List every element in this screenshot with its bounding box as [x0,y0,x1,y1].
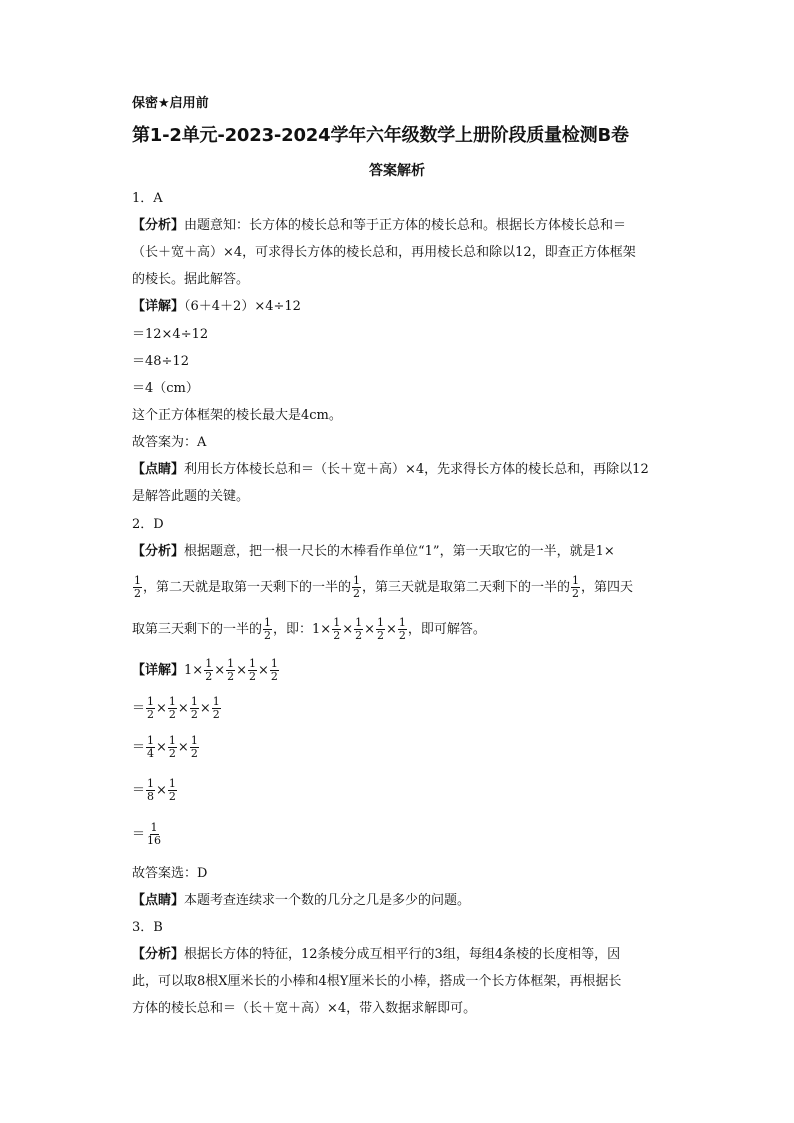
fraction-quarter: $\frac{1}{4}$ [147,734,155,760]
q2-comment-tag: 【点睛】 [132,893,185,908]
q1-detail-text-1: （6＋4＋2）×4÷12 [184,299,301,314]
q2-detail-line-1: 【详解】1× $\frac{1}{2}$ × $\frac{1}{2}$ × $\frac{1}{2}$ × $\frac{1}{2}$ [132,657,278,683]
q2-step-5: ＝ $\frac{1}{16}$ [132,821,162,847]
q1-analysis-line-3: 的棱长。据此解答。 [132,272,250,287]
q1-comment-tag: 【点睛】 [132,462,185,477]
fraction-half: $\frac{1}{2}$ [205,657,213,683]
q3-number: 3．B [132,920,163,935]
q1-comment-line-1 [132,461,649,479]
fraction-half: $\frac{1}{2}$ [168,734,176,760]
fraction-half: $\frac{1}{2}$ [190,695,198,721]
fraction-half: $\frac{1}{2}$ [168,695,176,721]
q1-analysis-tag: 【分析】 [132,218,185,233]
fraction-half: $\frac{1}{2}$ [270,657,278,683]
fraction-half: $\frac{1}{2}$ [212,695,220,721]
q1-step-2: ＝12×4÷12 [132,327,209,342]
q2-analysis-tag: 【分析】 [132,544,185,559]
q2-comment-line-1 [132,892,470,910]
q2-answer: 故答案选：D [132,866,208,881]
q1-detail-tag: 【详解】 [132,299,185,314]
q2-analysis-line-2 [132,575,633,601]
q1-comment-line-2: 是解答此题的关键。 [132,489,250,504]
fraction-half: $\frac{1}{2}$ [355,616,363,642]
q1-detail-line-1 [132,298,301,316]
q1-number: 1．A [132,191,163,206]
q1-answer: 故答案为：A [132,435,207,450]
fraction-half: $\frac{1}{2}$ [353,574,361,600]
q1-comment-text-1: 利用长方体棱长总和＝（长＋宽＋高）×4，先求得长方体的棱长总和，再除以12 [184,462,649,477]
q1-step-3: ＝48÷12 [132,354,189,369]
page-subtitle: 答案解析 [369,163,425,179]
q2-analysis-text-3a: 取第三天剩下的一半的 [132,622,263,637]
q2-analysis-text-2a: ，第二天就是取第一天剩下的一半的 [143,580,352,595]
q1-step-4: ＝4（cm） [132,381,199,396]
q2-number: 2．D [132,517,164,532]
q3-analysis-line-3: 方体的棱长总和＝（长＋宽＋高）×4，带入数据求解即可。 [132,1001,477,1016]
fraction-half: $\frac{1}{2}$ [264,616,272,642]
q2-step-2: ＝ $\frac{1}{2}$ × $\frac{1}{2}$ × $\frac{1}{2}$ × $\frac{1}{2}$ [132,695,220,721]
q1-analysis-text-1: 由题意知：长方体的棱长总和等于正方体的棱长总和。根据长方体棱长总和＝ [184,218,627,233]
q2-detail-tag: 【详解】 [132,663,185,678]
q2-comment-text-1: 本题考查连续求一个数的几分之几是多少的问题。 [184,893,471,908]
fraction-half: $\frac{1}{2}$ [190,734,198,760]
q1-conclusion: 这个正方体框架的棱长最大是4cm。 [132,408,342,423]
fraction-half: $\frac{1}{2}$ [398,616,406,642]
fraction-half: $\frac{1}{2}$ [333,616,341,642]
fraction-half: $\frac{1}{2}$ [147,695,155,721]
q2-analysis-text-2c: ，第四天 [581,580,634,595]
q3-analysis-text-1: 根据长方体的特征，12条棱分成互相平行的3组，每组4条棱的长度相等，因 [184,947,621,962]
fraction-eighth: $\frac{1}{8}$ [147,777,155,803]
fraction-half: $\frac{1}{2}$ [227,657,235,683]
q2-analysis-line-1 [132,543,615,561]
q3-analysis-line-2: 此，可以取8根X厘米长的小棒和4根Y厘米长的小棒，搭成一个长方体框架，再根据长 [132,974,622,989]
q3-analysis-tag: 【分析】 [132,947,185,962]
q2-analysis-text-3c: ，即可解答。 [407,622,486,637]
fraction-half: $\frac{1}{2}$ [168,777,176,803]
q2-step-3: ＝ $\frac{1}{4}$ × $\frac{1}{2}$ × $\frac{1}{2}$ [132,734,198,760]
q2-step-4: ＝ $\frac{1}{8}$ × $\frac{1}{2}$ [132,777,176,803]
fraction-sixteenth: $\frac{1}{16}$ [147,821,162,847]
fraction-half: $\frac{1}{2}$ [377,616,384,642]
q1-analysis-line-2: （长＋宽＋高）×4，可求得长方体的棱长总和，再用棱长总和除以12，即查正方体框架 [132,245,636,260]
fraction-half: $\frac{1}{2}$ [572,574,580,600]
q2-analysis-text-2b: ，第三天就是取第二天剩下的一半的 [362,580,571,595]
q1-analysis-line-1 [132,217,626,235]
page-title: 第1-2单元-2023-2024学年六年级数学上册阶段质量检测B卷 [132,125,629,146]
q2-analysis-text-3b: ，即：1× [273,622,332,637]
confidential-label: 保密★启用前 [132,96,209,111]
fraction-half: $\frac{1}{2}$ [134,574,141,600]
q3-analysis-line-1 [132,946,620,964]
fraction-half: $\frac{1}{2}$ [249,657,256,683]
q2-analysis-line-3: 取第三天剩下的一半的 $\frac{1}{2}$ ，即：1× $\frac{1}{2}$ × $\frac{1}{2}$ × $\frac{1}{2}$ × $\frac{1}{2}$ ，即可解答。 [132,616,486,642]
q2-analysis-text-1: 根据题意，把一根一尺长的木棒看作单位“1”，第一天取它的一半，就是1× [184,544,615,559]
